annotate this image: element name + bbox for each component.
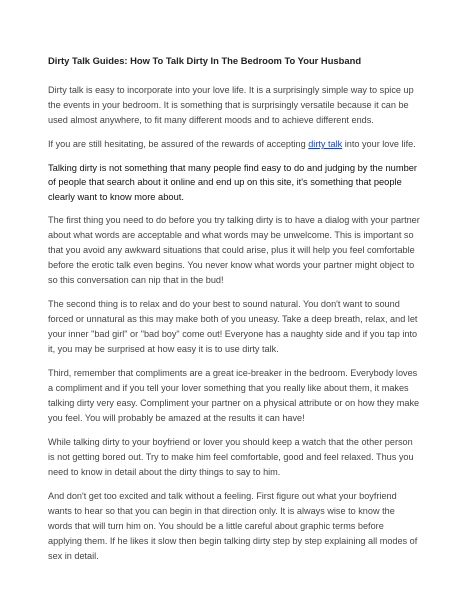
document-title: Dirty Talk Guides: How To Talk Dirty In The Bedroom To Your Husband: [48, 55, 362, 66]
paragraph-keep-watch: While talking dirty to your boyfriend or lover you should keep a watch that the other person is not getting bored out. Try to make him feel comfortable, good and feel relaxed. Thus you need to know in detail about the dirty things to say to him.: [48, 437, 414, 478]
paragraph-dont-get-excited: And don't get too excited and talk without a feeling. First figure out what your boyfriend wants to hear so that you can begin in that direction only. It is always wise to know the words that will turn him on. You should be a little careful about graphic terms before applying them. If he likes it slow then begin talking dirty step by step explaining all modes of sex in detail.: [48, 491, 418, 562]
paragraph-rewards-text-before: If you are still hesitating, be assured of the rewards of accepting: [48, 139, 309, 149]
paragraph-intro: Dirty talk is easy to incorporate into your love life. It is a surprisingly simple way to spice up the events in your bedroom. It is something that is surprisingly versatile because it can be used almost anywhere, to fit many different moods and to achieve different ends.: [48, 85, 414, 125]
paragraph-second-thing: The second thing is to relax and do your best to sound natural. You don't want to sound forced or unnatural as this may make both of you uneasy. Take a deep breath, relax, and let your inner "bad girl" or "bad boy" come out! Everyone has a naughty side and if you tap into it, you may be surprised at how easy it is to use dirty talk.: [48, 299, 418, 355]
paragraph-first-thing: The first thing you need to do before you try talking dirty is to have a dialog with your partner about what words are acceptable and what words may be unwelcome. This is important so that you avoid any awkward situations that could arise, plus it will help you feel comfortable before the erotic talk even begins. You never know what words your partner might object to so this conversation can nip that in the bud!: [48, 215, 420, 286]
dirty-talk-link[interactable]: dirty talk: [308, 139, 343, 149]
paragraph-search-interest: Talking dirty is not something that many people find easy to do and judging by the number of people that search about it online and end up on this site, it's something that people clearly want to know more about.: [48, 163, 418, 202]
paragraph-rewards: [48, 137, 420, 152]
paragraph-third-compliments: Third, remember that compliments are a great ice-breaker in the bedroom. Everybody loves a compliment and if you tell your lover something that you really like about them, it makes talking dirty very easy. Compliment your partner on a physical attribute or on how they make you feel. You will probably be amazed at the results it can have!: [48, 368, 420, 424]
document-body: [48, 54, 420, 573]
paragraph-rewards-text-after: into your love life.: [342, 139, 416, 149]
